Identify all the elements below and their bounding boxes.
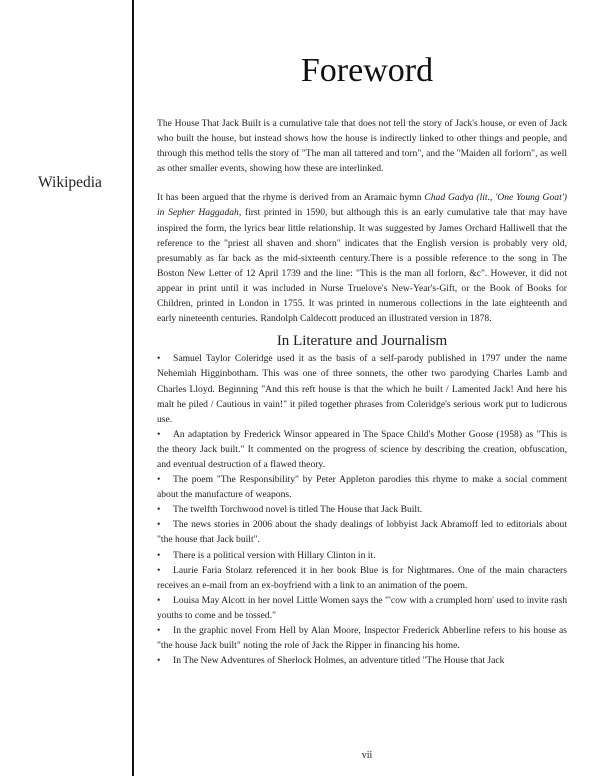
list-item <box>157 563 567 593</box>
bullet-icon: • <box>157 504 161 516</box>
bullet-icon: • <box>157 564 161 576</box>
bullet-icon: • <box>157 474 161 486</box>
body-text <box>157 116 567 668</box>
list-item <box>157 502 567 517</box>
list-item <box>157 427 567 472</box>
bullet-icon: • <box>157 353 161 365</box>
source-label: Wikipedia <box>38 174 102 191</box>
list-item <box>157 548 567 563</box>
bullet-icon: • <box>157 519 161 531</box>
list-item-text: In the graphic novel From Hell by Alan Moore, Inspector Frederick Abberline refers to his house as "the house Jack built" noting the role of Jack the Ripper in financing his home. <box>157 625 567 652</box>
bullet-icon: • <box>157 625 161 636</box>
list-item-text: Laurie Faria Stolarz referenced it in her book Blue is for Nightmares. One of the main characters receives an e-mail from an ex-boyfriend with a link to an animation of the poem. <box>157 564 567 591</box>
bullet-icon: • <box>157 549 161 561</box>
bullet-icon: • <box>157 594 161 606</box>
section-heading: In Literature and Journalism <box>276 333 448 350</box>
list-item <box>157 623 567 653</box>
list-item-text: In The New Adventures of Sherlock Holmes, an adventure titled "The House that Jack <box>173 655 505 667</box>
list-item-text: The news stories in 2006 about the shady dealings of lobbyist Jack Abramoff led to editorials about "the house that Jack built". <box>157 519 567 546</box>
list-item <box>157 472 567 502</box>
bullet-icon: • <box>157 428 161 440</box>
bullet-icon: • <box>157 655 161 667</box>
list-item-text: Samuel Taylor Coleridge used it as the basis of a self-parody published in 1797 under the name Nehemiah Higginbotham. This was one of three sonnets, the other two parodying Charles Lamb and Charles Lloyd. Beginning "And this reft house is that the which he built / Lamented Jack! And here his malt he piled / Cautious in vain!" it piled together phrases from Coleridge's serious work put to ludicrous use. <box>157 353 567 425</box>
list-item-text: An adaptation by Frederick Winsor appeared in The Space Child's Mother Goose (1958) as "This is the theory Jack built." It commented on the progress of science by describing the creation, obfuscation, and eventual destruction of a flawed theory. <box>157 428 567 470</box>
list-item <box>157 653 567 668</box>
list-item <box>157 351 567 426</box>
bullet-list <box>157 351 567 668</box>
list-item-text: The twelfth Torchwood novel is titled The House that Jack Built. <box>173 504 423 516</box>
page-number: vii <box>361 750 373 761</box>
list-item-text: Louisa May Alcott in her novel Little Women says the "'cow with a crumpled horn' used to invite rash youths to come and be tossed." <box>157 594 567 621</box>
list-item-text: There is a political version with Hillary Clinton in it. <box>173 549 376 561</box>
paragraph-gap <box>157 176 567 190</box>
page-title: Foreword <box>300 52 434 89</box>
intro-p2-text: It has been argued that the rhyme is derived from an Aramaic hymn <box>157 192 425 204</box>
intro-paragraph-2 <box>157 190 567 326</box>
margin-rule <box>132 0 134 776</box>
intro-p2-italic: Chad Gadya (lit., 'One Young Goat') in Sepher Haggadah <box>157 192 567 219</box>
intro-paragraph-1: The House That Jack Built is a cumulative tale that does not tell the story of Jack's house, or even of Jack who built the house, but instead shows how the house is indirectly linked to other things and people, and through this method tells the story of "The man all tattered and torn", and the "Maiden all forlorn", as well as other smaller events, showing how these are interlinked. <box>157 118 567 175</box>
list-item <box>157 593 567 623</box>
intro-p2-text-cont: , first printed in 1590, but although this is an early cumulative tale that may have inspired the form, the lyrics bear little relationship. It was suggested by James Orchard Halliwell that the reference to the "priest all shaven and shorn" indicates that the English version is probably very old, presumably as far back as the mid-sixteenth century.There is a possible reference to the song in The Boston New Letter of 12 April 1739 and the line: "This is the man all forlorn, &c". However, it did not appear in print until it was included in Nurse Truelove's New-Year's-Gift, or the Book of Books for Children, printed in London in 1755. It was printed in numerous collections in the late eighteenth and early nineteenth centuries. Randolph Caldecott produced an illustrated version in 1878. <box>157 207 568 325</box>
list-item <box>157 517 567 547</box>
list-item-text: The poem "The Responsibility" by Peter Appleton parodies this rhyme to make a social comment about the manufacture of weapons. <box>157 474 567 501</box>
